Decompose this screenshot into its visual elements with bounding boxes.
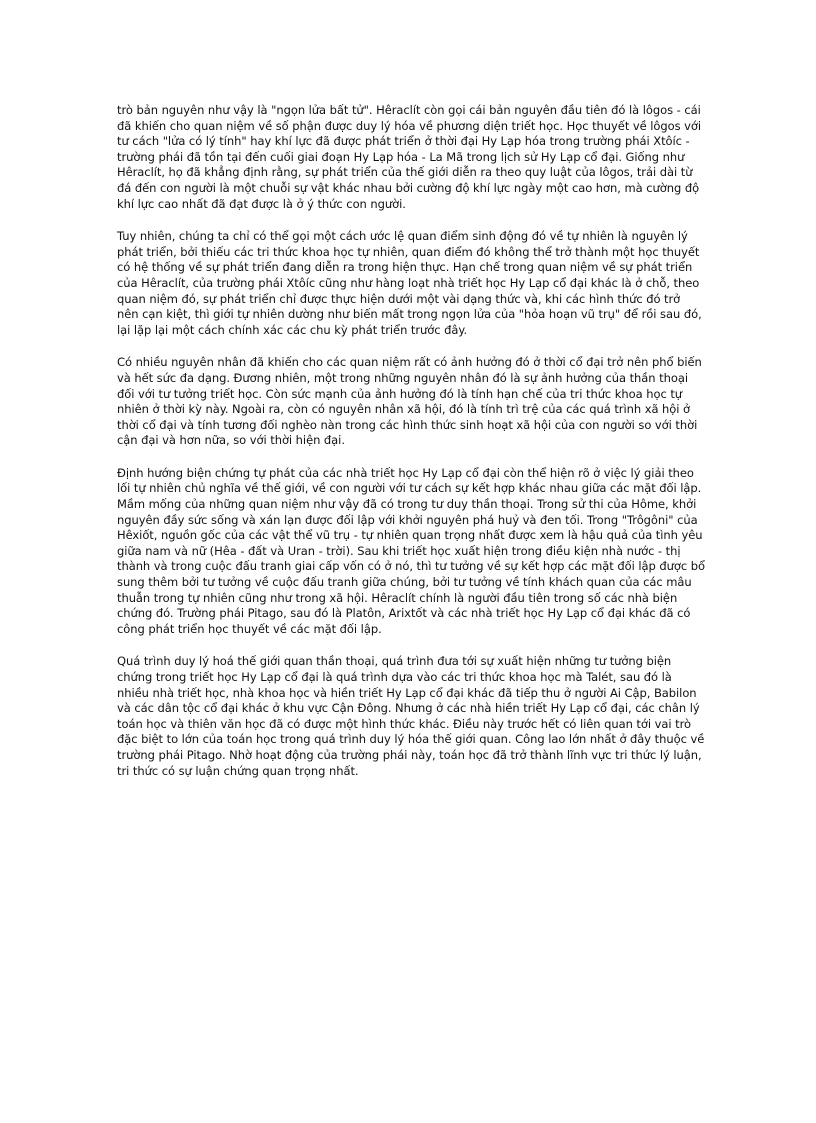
paragraph: Quá trình duy lý hoá thế giới quan thần thoại, quá trình đưa tới sự xuất hiện những tư tưởng biện chứng trong triết học Hy Lạp cổ đại là quá trình dựa vào các tri thức khoa học mà Talét, sau đó là nhiều nhà triết học, nhà khoa học và hiền triết Hy Lạp cổ đại khác đã tiếp thu ở người Ai Cập, Babilon và các dân tộc cổ đại khác ở khu vực Cận Đông. Nhưng ở các nhà hiền triết Hy Lạp cổ đại, các chân lý toán học và thiên văn học đã có được một hình thức khác. Điều này trước hết có liên quan tới vai trò đặc biệt to lớn của toán học trong quá trình duy lý hóa thế giới quan. Công lao lớn nhất ở đây thuộc về trường phái Pitago. Nhờ hoạt động của trường phái này, toán học đã trở thành lĩnh vực tri thức lý luận, tri thức có sự luận chứng quan trọng nhất.	[117, 654, 705, 778]
document-body	[117, 103, 705, 796]
paragraph: trò bản nguyên như vậy là "ngọn lửa bất tử". Hêraclít còn gọi cái bản nguyên đầu tiên đó là lôgos - cái đã khiến cho quan niệm về số phận được duy lý hóa về phương diện triết học. Học thuyết về lôgos với tư cách "lửa có lý tính" hay khí lực đã được phát triển ở thời đại Hy Lạp hóa trong trường phái Xtôíc - trường phái đã tồn tại đến cuối giai đoạn Hy Lạp hóa - La Mã trong lịch sử Hy Lạp cổ đại. Giống như Hêraclít, họ đã khẳng định rằng, sự phát triển của thế giới diễn ra theo quy luật của lôgos, trải dài từ đá đến con người là một chuỗi sự vật khác nhau bởi cường độ khí lực ngày một cao hơn, mà cường độ khí lực cao nhất đã đạt được là ở ý thức con người.	[117, 103, 702, 211]
paragraph: Định hướng biện chứng tự phát của các nhà triết học Hy Lạp cổ đại còn thể hiện rõ ở việc lý giải theo lối tự nhiên chủ nghĩa về thế giới, về con người với tư cách sự kết hợp khác nhau giữa các mặt đối lập. Mầm mống của những quan niệm như vậy đã có trong tư duy thần thoại. Trong sử thi của Hôme, khởi nguyên đầy sức sống và xán lạn được đối lập với khởi nguyên phá huỷ và đen tối. Trong "Trôgôni" của Hêxiốt, nguồn gốc của các vật thể vũ trụ - tự nhiên quan trọng nhất được xem là hậu quả của tình yêu giữa nam và nữ (Hêa - đất và Uran - trời). Sau khi triết học xuất hiện trong điều kiện nhà nước - thị thành và trong cuộc đấu tranh giai cấp vốn có ở nó, thì tư tưởng về sự kết hợp các mặt đối lập được bổ sung thêm bởi tư tưởng về cuộc đấu tranh giữa chúng, bởi tư tưởng về tính khách quan của các mâu thuẫn trong tự nhiên cũng như trong xã hội. Hêraclít chính là người đầu tiên trong số các nhà biện chứng đó. Trường phái Pitago, sau đó là Platôn, Arixtốt và các nhà triết học Hy Lạp cổ đại khác đã có công phát triển học thuyết về các mặt đối lập.	[117, 465, 705, 636]
paragraph: Có nhiều nguyên nhân đã khiến cho các quan niệm rất có ảnh hưởng đó ở thời cổ đại trở nên phổ biến và hết sức đa dạng. Đương nhiên, một trong những nguyên nhân đó là sự ảnh hưởng của thần thoại đối với tư tưởng triết học. Còn sức mạnh của ảnh hưởng đó là tính hạn chế của tri thức khoa học tự nhiên ở thời kỳ này. Ngoài ra, còn có nguyên nhân xã hội, đó là tính trì trệ của các quá trình xã hội ở thời cổ đại và tính tương đối nghèo nàn trong các hình thức sinh hoạt xã hội của con người so với thời cận đại và hơn nữa, so với thời hiện đại.	[117, 355, 702, 448]
paragraph: Tuy nhiên, chúng ta chỉ có thể gọi một cách ước lệ quan điểm sinh động đó về tự nhiên là nguyên lý phát triển, bởi thiếu các tri thức khoa học tự nhiên, quan điểm đó không thể trở thành một học thuyết có hệ thống về sự phát triển đang diễn ra trong hiện thực. Hạn chế trong quan niệm về sự phát triển của Hêraclít, của trường phái Xtôíc cũng như hàng loạt nhà triết học Hy Lạp cổ đại khác là ở chỗ, theo quan niệm đó, sự phát triển chỉ được thực hiện dưới một vài dạng thức và, khi các hình thức đó trở nên cạn kiệt, thì giới tự nhiên dường như biến mất trong ngọn lửa của "hỏa hoạn vũ trụ" để rồi sau đó, lại lặp lại một cách chính xác các chu kỳ phát triển trước đây.	[117, 229, 702, 337]
